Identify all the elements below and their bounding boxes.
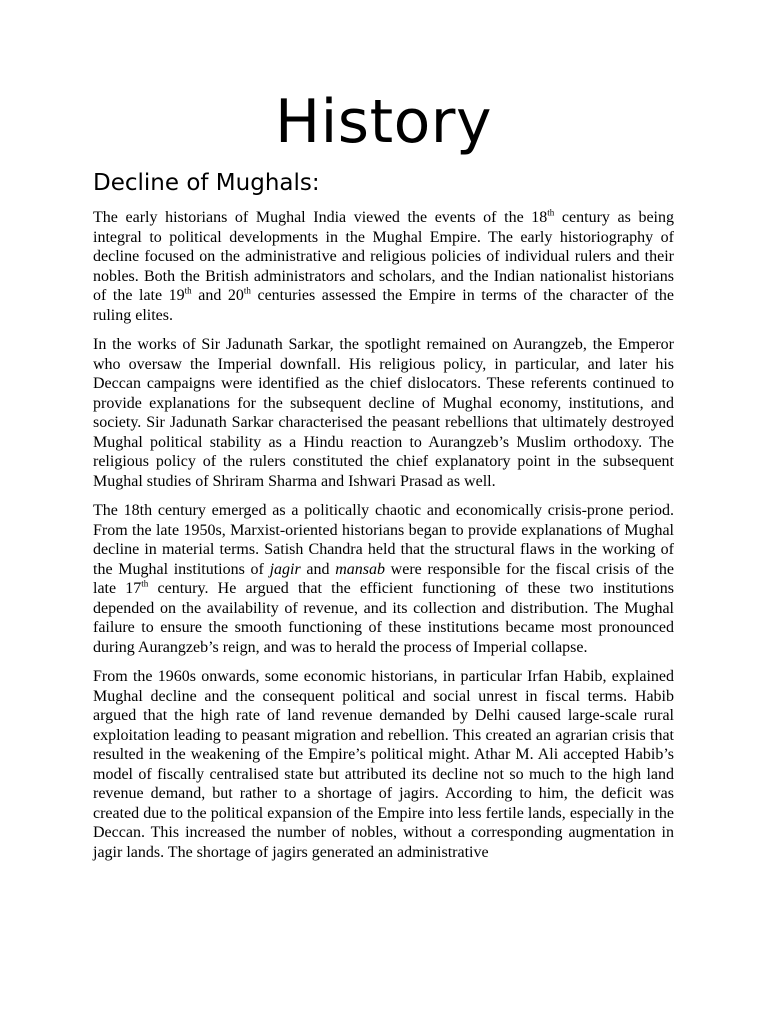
ordinal-suffix: th	[184, 285, 192, 296]
paragraph-4: From the 1960s onwards, some economic historians, in particular Irfan Habib, explained Mughal decline and the consequent political and social unrest in fiscal terms. Habib argued that the high rate of land revenue demanded by Delhi caused large-scale rural exploitation leading to peasant migration and rebellion. This created an agrarian crisis that resulted in the weakening of the Empire’s political might. Athar M. Ali accepted Habib’s model of fiscally centralised state but attributed its decline not so much to the high land revenue demand, but rather to a shortage of jagirs. According to him, the deficit was created due to the political expansion of the Empire into less fertile lands, especially in the Deccan. This increased the number of nobles, without a corresponding augmentation in jagir lands. The shortage of jagirs generated an administrative	[93, 668, 674, 861]
section-heading: Decline of Mughals:	[93, 170, 320, 196]
paragraph-3-text-d: century. He argued that the efficient functioning of these two institutions depended on the availability of revenue, and its collection and distribution. The Mughal failure to ensure the smooth functioning of these institutions became most pronounced during Aurangzeb’s reign, and was to herald the process of Imperial collapse.	[93, 580, 674, 656]
paragraph-3-text-c: were responsible for the fiscal crisis of the late 17	[93, 560, 674, 597]
paragraph-1	[93, 208, 674, 325]
paragraph-1-text-c: and 20	[191, 287, 244, 304]
ordinal-suffix: th	[547, 207, 555, 218]
paragraph-1-text-b: century as being integral to political developments in the Mughal Empire. The early historiography of decline focused on the administrative and religious policies of individual rulers and their nobles. Both the British administrators and scholars, and the Indian nationalist historians of the late 19	[93, 209, 675, 304]
italic-term-jagir: jagir	[269, 560, 301, 578]
document-title: History	[275, 87, 492, 157]
paragraph-3-text-b: and	[300, 560, 336, 578]
paragraph-3	[93, 501, 674, 657]
ordinal-suffix: th	[141, 578, 149, 589]
paragraph-1-text-d: centuries assessed the Empire in terms of the character of the ruling elites.	[93, 287, 675, 324]
paragraph-2: In the works of Sir Jadunath Sarkar, the spotlight remained on Aurangzeb, the Emperor who oversaw the Imperial downfall. His religious policy, in particular, and later his Deccan campaigns were identified as the chief dislocators. These referents continued to provide explanations for the subsequent decline of Mughal economy, institutions, and society. Sir Jadunath Sarkar characterised the peasant rebellions that ultimately destroyed Mughal political stability as a Hindu reaction to Aurangzeb’s Muslim orthodoxy. The religious policy of the rulers constituted the chief explanatory point in the subsequent Mughal studies of Shriram Sharma and Ishwari Prasad as well.	[93, 336, 674, 490]
italic-term-mansab: mansab	[335, 560, 385, 578]
paragraph-3-text-a: The 18th century emerged as a politically chaotic and economically crisis-prone period. From the late 1950s, Marxist-oriented historians began to provide explanations of Mughal decline in material terms. Satish Chandra held that the structural flaws in the working of the Mughal institutions of	[93, 502, 674, 578]
paragraph-1-text-a: The early historians of Mughal India viewed the events of the 18	[93, 209, 548, 226]
ordinal-suffix: th	[243, 285, 251, 296]
document-page	[93, 0, 674, 872]
